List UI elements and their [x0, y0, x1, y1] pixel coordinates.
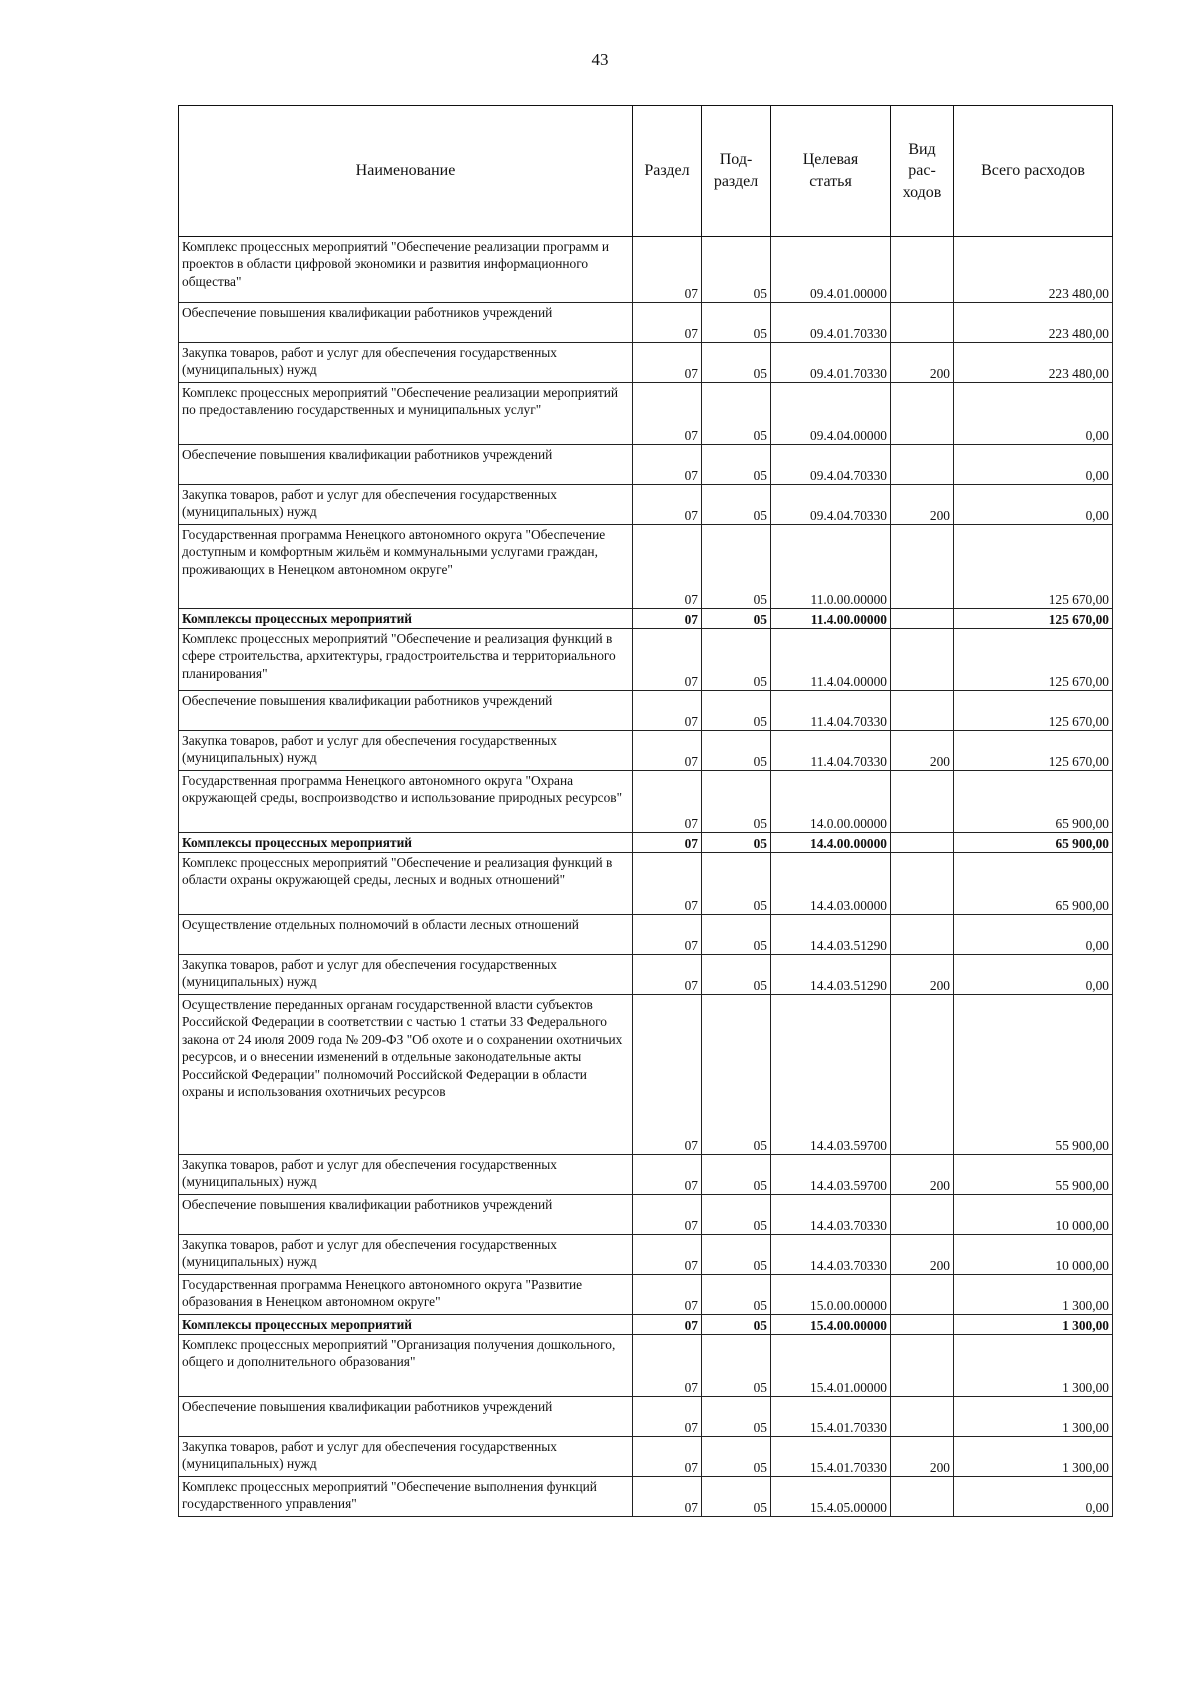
cell-statya: 14.4.03.59700	[771, 995, 891, 1155]
cell-name: Закупка товаров, работ и услуг для обеспечения государственных (муниципальных) нужд	[179, 955, 633, 995]
table-row	[179, 1235, 1113, 1275]
cell-razdel: 07	[633, 237, 702, 303]
cell-name: Закупка товаров, работ и услуг для обеспечения государственных (муниципальных) нужд	[179, 485, 633, 525]
cell-name: Государственная программа Ненецкого автономного округа "Охрана окружающей среды, воспроизводство и использование природных ресурсов"	[179, 771, 633, 833]
cell-podrazdel: 05	[702, 691, 771, 731]
cell-razdel: 07	[633, 1397, 702, 1437]
cell-name: Закупка товаров, работ и услуг для обеспечения государственных (муниципальных) нужд	[179, 1437, 633, 1477]
cell-statya: 15.4.01.70330	[771, 1437, 891, 1477]
table-row	[179, 343, 1113, 383]
cell-name: Обеспечение повышения квалификации работников учреждений	[179, 1397, 633, 1437]
cell-podrazdel: 05	[702, 383, 771, 445]
cell-vid: 200	[891, 955, 954, 995]
cell-razdel: 07	[633, 343, 702, 383]
cell-podrazdel: 05	[702, 1235, 771, 1275]
cell-statya: 14.4.00.00000	[771, 833, 891, 853]
cell-statya: 11.0.00.00000	[771, 525, 891, 609]
cell-podrazdel: 05	[702, 955, 771, 995]
table-row	[179, 771, 1113, 833]
cell-vid	[891, 1275, 954, 1315]
cell-podrazdel: 05	[702, 303, 771, 343]
cell-razdel: 07	[633, 731, 702, 771]
cell-statya: 15.4.05.00000	[771, 1477, 891, 1517]
cell-podrazdel: 05	[702, 915, 771, 955]
cell-name: Комплекс процессных мероприятий "Обеспечение и реализация функций в сфере строительства, архитектуры, градостроительства и территориального планирования"	[179, 629, 633, 691]
cell-name: Комплексы процессных мероприятий	[179, 609, 633, 629]
cell-name: Комплексы процессных мероприятий	[179, 833, 633, 853]
table-row	[179, 1315, 1113, 1335]
cell-statya: 11.4.04.00000	[771, 629, 891, 691]
cell-name: Закупка товаров, работ и услуг для обеспечения государственных (муниципальных) нужд	[179, 731, 633, 771]
table-header-row	[179, 106, 1113, 237]
cell-statya: 09.4.04.70330	[771, 485, 891, 525]
table-row	[179, 303, 1113, 343]
cell-total: 0,00	[954, 485, 1113, 525]
cell-vid	[891, 1315, 954, 1335]
cell-total: 55 900,00	[954, 995, 1113, 1155]
cell-vid	[891, 853, 954, 915]
cell-statya: 11.4.04.70330	[771, 691, 891, 731]
cell-name: Осуществление отдельных полномочий в области лесных отношений	[179, 915, 633, 955]
table-row	[179, 629, 1113, 691]
cell-razdel: 07	[633, 1335, 702, 1397]
cell-podrazdel: 05	[702, 1275, 771, 1315]
cell-podrazdel: 05	[702, 445, 771, 485]
cell-vid	[891, 833, 954, 853]
cell-total: 125 670,00	[954, 691, 1113, 731]
table-row	[179, 609, 1113, 629]
cell-name: Обеспечение повышения квалификации работников учреждений	[179, 445, 633, 485]
cell-vid	[891, 303, 954, 343]
cell-vid: 200	[891, 1235, 954, 1275]
table-row	[179, 1335, 1113, 1397]
cell-podrazdel: 05	[702, 731, 771, 771]
cell-statya: 15.4.01.00000	[771, 1335, 891, 1397]
cell-statya: 09.4.04.70330	[771, 445, 891, 485]
cell-total: 10 000,00	[954, 1235, 1113, 1275]
cell-total: 223 480,00	[954, 303, 1113, 343]
page-number: 43	[591, 50, 609, 69]
cell-total: 0,00	[954, 915, 1113, 955]
cell-podrazdel: 05	[702, 853, 771, 915]
cell-name: Закупка товаров, работ и услуг для обеспечения государственных (муниципальных) нужд	[179, 1155, 633, 1195]
cell-podrazdel: 05	[702, 1155, 771, 1195]
cell-statya: 14.4.03.51290	[771, 955, 891, 995]
cell-razdel: 07	[633, 629, 702, 691]
cell-name: Государственная программа Ненецкого автономного округа "Развитие образования в Ненецком автономном округе"	[179, 1275, 633, 1315]
header-razdel: Раздел	[633, 106, 702, 237]
cell-statya: 09.4.01.00000	[771, 237, 891, 303]
cell-podrazdel: 05	[702, 1195, 771, 1235]
cell-total: 1 300,00	[954, 1437, 1113, 1477]
table-row	[179, 237, 1113, 303]
cell-name: Комплекс процессных мероприятий "Обеспечение реализации программ и проектов в области цифровой экономики и развития информационного общества"	[179, 237, 633, 303]
cell-podrazdel: 05	[702, 833, 771, 853]
cell-name: Обеспечение повышения квалификации работников учреждений	[179, 691, 633, 731]
cell-total: 125 670,00	[954, 629, 1113, 691]
cell-vid: 200	[891, 731, 954, 771]
cell-statya: 15.4.01.70330	[771, 1397, 891, 1437]
cell-name: Закупка товаров, работ и услуг для обеспечения государственных (муниципальных) нужд	[179, 1235, 633, 1275]
cell-total: 1 300,00	[954, 1397, 1113, 1437]
cell-vid	[891, 1195, 954, 1235]
cell-total: 125 670,00	[954, 609, 1113, 629]
cell-name: Закупка товаров, работ и услуг для обеспечения государственных (муниципальных) нужд	[179, 343, 633, 383]
table-row	[179, 995, 1113, 1155]
table-row	[179, 1275, 1113, 1315]
cell-podrazdel: 05	[702, 1477, 771, 1517]
cell-razdel: 07	[633, 1477, 702, 1517]
cell-total: 0,00	[954, 1477, 1113, 1517]
cell-total: 125 670,00	[954, 731, 1113, 771]
budget-table	[178, 105, 1113, 1517]
cell-vid: 200	[891, 1437, 954, 1477]
header-vid-rashodov: Вид рас- ходов	[891, 106, 954, 237]
cell-vid: 200	[891, 485, 954, 525]
cell-name: Комплекс процессных мероприятий "Обеспечение реализации мероприятий по предоставлению государственных и муниципальных услуг"	[179, 383, 633, 445]
cell-vid	[891, 915, 954, 955]
header-total: Всего расходов	[954, 106, 1113, 237]
cell-razdel: 07	[633, 445, 702, 485]
cell-podrazdel: 05	[702, 629, 771, 691]
cell-statya: 11.4.00.00000	[771, 609, 891, 629]
table-row	[179, 485, 1113, 525]
cell-total: 10 000,00	[954, 1195, 1113, 1235]
cell-vid	[891, 1397, 954, 1437]
cell-vid: 200	[891, 343, 954, 383]
cell-vid: 200	[891, 1155, 954, 1195]
cell-podrazdel: 05	[702, 609, 771, 629]
cell-vid	[891, 383, 954, 445]
cell-razdel: 07	[633, 303, 702, 343]
cell-razdel: 07	[633, 833, 702, 853]
table-row	[179, 1477, 1113, 1517]
cell-vid	[891, 771, 954, 833]
cell-name: Комплекс процессных мероприятий "Обеспечение и реализация функций в области охраны окружающей среды, лесных и водных отношений"	[179, 853, 633, 915]
cell-razdel: 07	[633, 1155, 702, 1195]
cell-podrazdel: 05	[702, 343, 771, 383]
cell-razdel: 07	[633, 955, 702, 995]
cell-total: 1 300,00	[954, 1275, 1113, 1315]
cell-razdel: 07	[633, 1235, 702, 1275]
table-row	[179, 833, 1113, 853]
cell-podrazdel: 05	[702, 1437, 771, 1477]
table-row	[179, 1437, 1113, 1477]
table-row	[179, 731, 1113, 771]
table-row	[179, 955, 1113, 995]
cell-total: 65 900,00	[954, 853, 1113, 915]
cell-razdel: 07	[633, 853, 702, 915]
cell-podrazdel: 05	[702, 485, 771, 525]
cell-statya: 09.4.04.00000	[771, 383, 891, 445]
cell-statya: 14.4.03.70330	[771, 1195, 891, 1235]
table-row	[179, 445, 1113, 485]
cell-razdel: 07	[633, 485, 702, 525]
cell-total: 65 900,00	[954, 833, 1113, 853]
table-row	[179, 1195, 1113, 1235]
header-podrazdel: Под- раздел	[702, 106, 771, 237]
cell-total: 223 480,00	[954, 343, 1113, 383]
cell-statya: 14.4.03.00000	[771, 853, 891, 915]
cell-total: 1 300,00	[954, 1315, 1113, 1335]
cell-statya: 11.4.04.70330	[771, 731, 891, 771]
cell-statya: 14.0.00.00000	[771, 771, 891, 833]
cell-razdel: 07	[633, 691, 702, 731]
cell-razdel: 07	[633, 1195, 702, 1235]
cell-statya: 09.4.01.70330	[771, 343, 891, 383]
table-row	[179, 525, 1113, 609]
cell-vid	[891, 1477, 954, 1517]
cell-podrazdel: 05	[702, 525, 771, 609]
cell-total: 0,00	[954, 445, 1113, 485]
cell-name: Комплекс процессных мероприятий "Обеспечение выполнения функций государственного управления"	[179, 1477, 633, 1517]
table-row	[179, 383, 1113, 445]
cell-name: Обеспечение повышения квалификации работников учреждений	[179, 1195, 633, 1235]
table-row	[179, 1155, 1113, 1195]
header-statya: Целевая статья	[771, 106, 891, 237]
table-row	[179, 691, 1113, 731]
cell-podrazdel: 05	[702, 771, 771, 833]
cell-podrazdel: 05	[702, 1315, 771, 1335]
cell-name: Осуществление переданных органам государственной власти субъектов Российской Федерации в соответствии с частью 1 статьи 33 Федерального закона от 24 июля 2009 года № 209-ФЗ "Об охоте и о сохранении охотничьих ресурсов, и о внесении изменений в отдельные законодательные акты Российской Федерации" полномочий Российской Федерации в области охраны и использования охотничьих ресурсов	[179, 995, 633, 1155]
cell-razdel: 07	[633, 1315, 702, 1335]
cell-razdel: 07	[633, 915, 702, 955]
cell-vid	[891, 629, 954, 691]
cell-razdel: 07	[633, 383, 702, 445]
cell-vid	[891, 525, 954, 609]
cell-vid	[891, 609, 954, 629]
cell-total: 1 300,00	[954, 1335, 1113, 1397]
cell-total: 0,00	[954, 383, 1113, 445]
cell-name: Комплексы процессных мероприятий	[179, 1315, 633, 1335]
cell-statya: 14.4.03.51290	[771, 915, 891, 955]
cell-statya: 09.4.01.70330	[771, 303, 891, 343]
cell-total: 55 900,00	[954, 1155, 1113, 1195]
cell-razdel: 07	[633, 995, 702, 1155]
cell-total: 125 670,00	[954, 525, 1113, 609]
cell-statya: 14.4.03.59700	[771, 1155, 891, 1195]
cell-total: 65 900,00	[954, 771, 1113, 833]
table-row	[179, 1397, 1113, 1437]
cell-razdel: 07	[633, 525, 702, 609]
cell-vid	[891, 1335, 954, 1397]
cell-podrazdel: 05	[702, 1397, 771, 1437]
cell-razdel: 07	[633, 609, 702, 629]
table-row	[179, 915, 1113, 955]
cell-podrazdel: 05	[702, 995, 771, 1155]
cell-statya: 15.0.00.00000	[771, 1275, 891, 1315]
header-name: Наименование	[179, 106, 633, 237]
table-body	[179, 237, 1113, 1517]
cell-name: Обеспечение повышения квалификации работников учреждений	[179, 303, 633, 343]
cell-total: 223 480,00	[954, 237, 1113, 303]
cell-vid	[891, 995, 954, 1155]
cell-name: Государственная программа Ненецкого автономного округа "Обеспечение доступным и комфортным жильём и коммунальными услугами граждан, проживающих в Ненецком автономном округе"	[179, 525, 633, 609]
cell-razdel: 07	[633, 771, 702, 833]
cell-razdel: 07	[633, 1275, 702, 1315]
cell-name: Комплекс процессных мероприятий "Организация получения дошкольного, общего и дополнительного образования"	[179, 1335, 633, 1397]
cell-vid	[891, 445, 954, 485]
cell-statya: 14.4.03.70330	[771, 1235, 891, 1275]
cell-statya: 15.4.00.00000	[771, 1315, 891, 1335]
cell-razdel: 07	[633, 1437, 702, 1477]
cell-vid	[891, 237, 954, 303]
cell-total: 0,00	[954, 955, 1113, 995]
cell-podrazdel: 05	[702, 1335, 771, 1397]
cell-vid	[891, 691, 954, 731]
table-row	[179, 853, 1113, 915]
cell-podrazdel: 05	[702, 237, 771, 303]
